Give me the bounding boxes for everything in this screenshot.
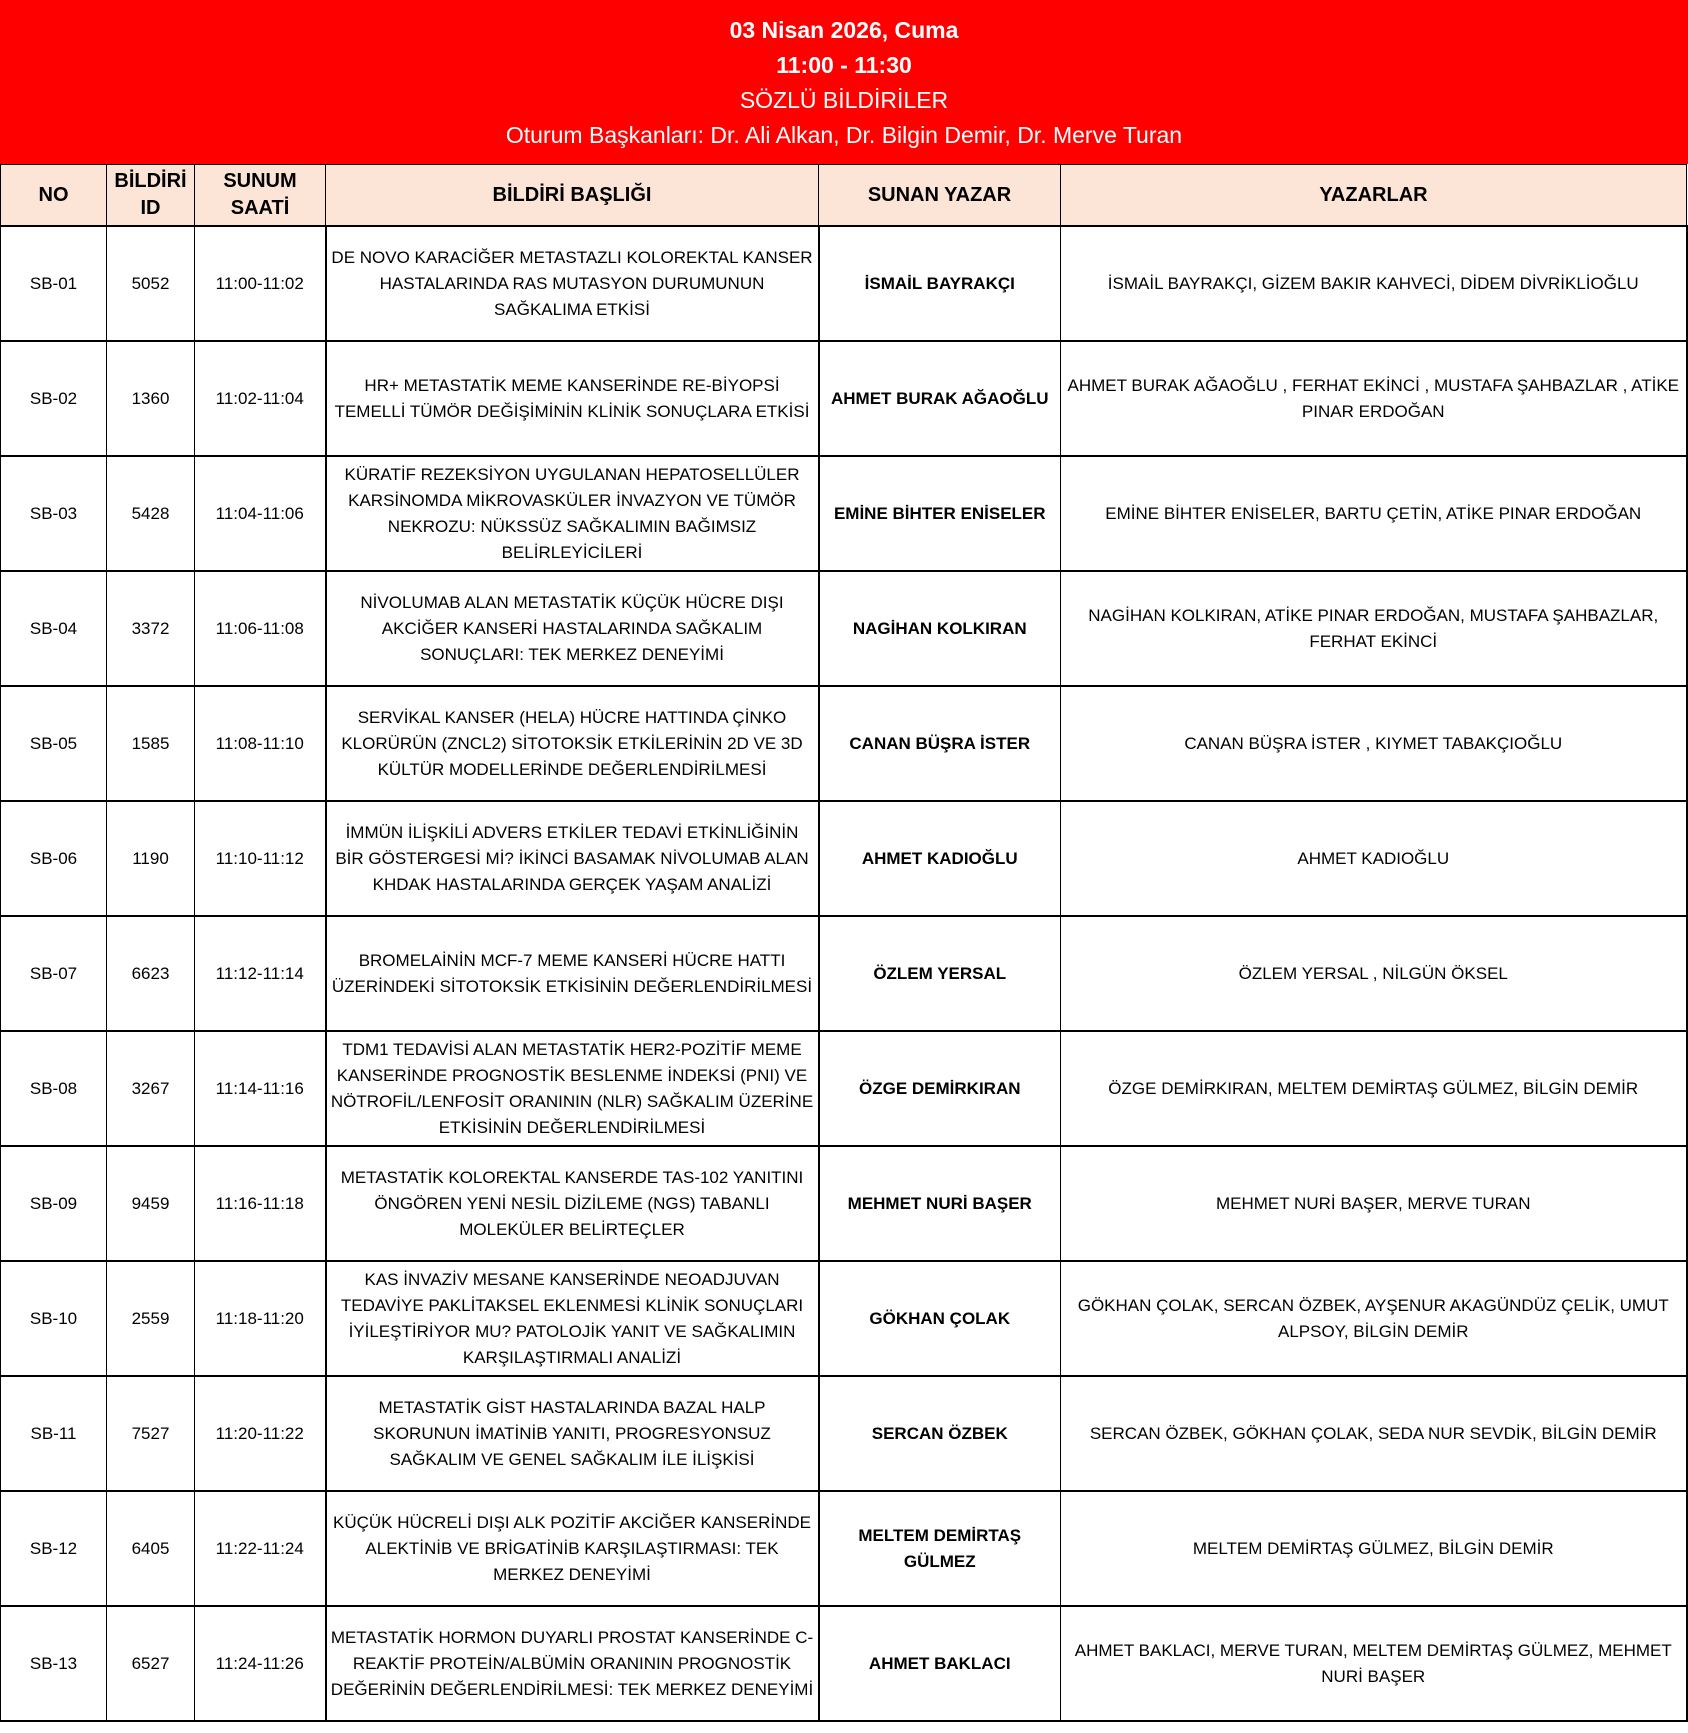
abstract-id: 2559 [107,1261,195,1376]
authors-list: MELTEM DEMİRTAŞ GÜLMEZ, BİLGİN DEMİR [1061,1491,1687,1606]
presenting-author: MELTEM DEMİRTAŞ GÜLMEZ [819,1491,1061,1606]
presentation-time: 11:16-11:18 [195,1146,326,1261]
column-header-no: NO [1,165,107,227]
abstract-id: 6527 [107,1606,195,1721]
authors-list: İSMAİL BAYRAKÇI, GİZEM BAKIR KAHVECİ, DİDEM DİVRİKLİOĞLU [1061,226,1687,341]
column-header-title: BİLDİRİ BAŞLIĞI [326,165,819,227]
abstract-title: HR+ METASTATİK MEME KANSERİNDE RE-BİYOPSİ TEMELLİ TÜMÖR DEĞİŞİMİNİN KLİNİK SONUÇLARA ETKİSİ [326,341,819,456]
authors-list: SERCAN ÖZBEK, GÖKHAN ÇOLAK, SEDA NUR SEVDİK, BİLGİN DEMİR [1061,1376,1687,1491]
session-banner [0,0,1688,164]
abstract-id: 5428 [107,456,195,571]
session-time: 11:00 - 11:30 [776,52,912,78]
authors-list: AHMET KADIOĞLU [1061,801,1687,916]
presenting-author: MEHMET NURİ BAŞER [819,1146,1061,1261]
presentation-time: 11:02-11:04 [195,341,326,456]
table-row [1,571,1687,686]
authors-list: EMİNE BİHTER ENİSELER, BARTU ÇETİN, ATİKE PINAR ERDOĞAN [1061,456,1687,571]
authors-list: AHMET BAKLACI, MERVE TURAN, MELTEM DEMİRTAŞ GÜLMEZ, MEHMET NURİ BAŞER [1061,1606,1687,1721]
abstract-no: SB-07 [1,916,107,1031]
abstract-id: 7527 [107,1376,195,1491]
presentation-time: 11:06-11:08 [195,571,326,686]
abstract-id: 1585 [107,686,195,801]
abstract-title: METASTATİK KOLOREKTAL KANSERDE TAS-102 YANITINI ÖNGÖREN YENİ NESİL DİZİLEME (NGS) TABANLI MOLEKÜLER BELİRTEÇLER [326,1146,819,1261]
abstract-no: SB-09 [1,1146,107,1261]
abstract-title: METASTATİK HORMON DUYARLI PROSTAT KANSERİNDE C-REAKTİF PROTEİN/ALBÜMİN ORANININ PROGNOSTİK DEĞERİNİN DEĞERLENDİRİLMESİ: TEK MERKEZ DENEYİMİ [326,1606,819,1721]
abstract-title: SERVİKAL KANSER (HELA) HÜCRE HATTINDA ÇİNKO KLORÜRÜN (ZNCL2) SİTOTOKSİK ETKİLERİNİN 2D VE 3D KÜLTÜR MODELLERİNDE DEĞERLENDİRİLMESİ [326,686,819,801]
authors-list: NAGİHAN KOLKIRAN, ATİKE PINAR ERDOĞAN, MUSTAFA ŞAHBAZLAR, FERHAT EKİNCİ [1061,571,1687,686]
abstract-title: BROMELAİNİN MCF-7 MEME KANSERİ HÜCRE HATTI ÜZERİNDEKİ SİTOTOKSİK ETKİSİNİN DEĞERLENDİRİLMESİ [326,916,819,1031]
abstract-id: 1360 [107,341,195,456]
table-header-row [1,165,1687,227]
column-header-id [107,165,195,227]
abstract-no: SB-03 [1,456,107,571]
abstract-title: METASTATİK GİST HASTALARINDA BAZAL HALP SKORUNUN İMATİNİB YANITI, PROGRESYONSUZ SAĞKALIM VE GENEL SAĞKALIM İLE İLİŞKİSİ [326,1376,819,1491]
table-row [1,1376,1687,1491]
abstract-no: SB-06 [1,801,107,916]
authors-list: CANAN BÜŞRA İSTER , KIYMET TABAKÇIOĞLU [1061,686,1687,801]
presenting-author: ÖZGE DEMİRKIRAN [819,1031,1061,1146]
presenting-author: AHMET BAKLACI [819,1606,1061,1721]
table-row [1,1146,1687,1261]
abstract-no: SB-10 [1,1261,107,1376]
presentation-time: 11:18-11:20 [195,1261,326,1376]
abstract-no: SB-08 [1,1031,107,1146]
abstract-no: SB-01 [1,226,107,341]
presenting-author: İSMAİL BAYRAKÇI [819,226,1061,341]
presenting-author: AHMET BURAK AĞAOĞLU [819,341,1061,456]
abstract-id: 6623 [107,916,195,1031]
table-row [1,801,1687,916]
presenting-author: GÖKHAN ÇOLAK [819,1261,1061,1376]
table-row [1,1261,1687,1376]
table-row [1,341,1687,456]
abstract-id: 1190 [107,801,195,916]
column-header-time [195,165,326,227]
column-header-id-line1: BİLDİRİ [114,170,187,192]
abstract-id: 3372 [107,571,195,686]
session-chairs: Oturum Başkanları: Dr. Ali Alkan, Dr. Bilgin Demir, Dr. Merve Turan [505,122,1183,148]
presentation-time: 11:24-11:26 [195,1606,326,1721]
authors-list: ÖZGE DEMİRKIRAN, MELTEM DEMİRTAŞ GÜLMEZ, BİLGİN DEMİR [1061,1031,1687,1146]
abstract-title: NİVOLUMAB ALAN METASTATİK KÜÇÜK HÜCRE DIŞI AKCİĞER KANSERİ HASTALARINDA SAĞKALIM SONUÇLARI: TEK MERKEZ DENEYİMİ [326,571,819,686]
abstract-id: 9459 [107,1146,195,1261]
table-row [1,1491,1687,1606]
abstract-id: 5052 [107,226,195,341]
presenting-author: NAGİHAN KOLKIRAN [819,571,1061,686]
presentation-time: 11:20-11:22 [195,1376,326,1491]
presenting-author: ÖZLEM YERSAL [819,916,1061,1031]
abstract-title: İMMÜN İLİŞKİLİ ADVERS ETKİLER TEDAVİ ETKİNLİĞİNİN BİR GÖSTERGESİ Mİ? İKİNCİ BASAMAK NİVOLUMAB ALAN KHDAK HASTALARINDA GERÇEK YAŞAM ANALİZİ [326,801,819,916]
abstract-id: 3267 [107,1031,195,1146]
table-row [1,456,1687,571]
presentation-time: 11:22-11:24 [195,1491,326,1606]
presentation-time: 11:14-11:16 [195,1031,326,1146]
abstract-title: DE NOVO KARACİĞER METASTAZLI KOLOREKTAL KANSER HASTALARINDA RAS MUTASYON DURUMUNUN SAĞKALIMA ETKİSİ [326,226,819,341]
abstract-no: SB-05 [1,686,107,801]
presentation-time: 11:00-11:02 [195,226,326,341]
column-header-presenter: SUNAN YAZAR [819,165,1061,227]
abstract-title: KAS İNVAZİV MESANE KANSERİNDE NEOADJUVAN TEDAVİYE PAKLİTAKSEL EKLENMESİ KLİNİK SONUÇLARI İYİLEŞTİRİYOR MU? PATOLOJİK YANIT VE SAĞKALIMIN KARŞILAŞTIRMALI ANALİZİ [326,1261,819,1376]
abstract-no: SB-02 [1,341,107,456]
table-row [1,916,1687,1031]
presentation-time: 11:04-11:06 [195,456,326,571]
authors-list: AHMET BURAK AĞAOĞLU , FERHAT EKİNCİ , MUSTAFA ŞAHBAZLAR , ATİKE PINAR ERDOĞAN [1061,341,1687,456]
presenting-author: SERCAN ÖZBEK [819,1376,1061,1491]
abstract-no: SB-11 [1,1376,107,1491]
authors-list: GÖKHAN ÇOLAK, SERCAN ÖZBEK, AYŞENUR AKAGÜNDÜZ ÇELİK, UMUT ALPSOY, BİLGİN DEMİR [1061,1261,1687,1376]
abstract-no: SB-13 [1,1606,107,1721]
column-header-time-line2: SAATİ [230,197,290,219]
abstract-no: SB-04 [1,571,107,686]
presenting-author: AHMET KADIOĞLU [819,801,1061,916]
abstract-title: KÜRATİF REZEKSİYON UYGULANAN HEPATOSELLÜLER KARSİNOMDA MİKROVASKÜLER İNVAZYON VE TÜMÖR NEKROZU: NÜKSSÜZ SAĞKALIMIN BAĞIMSIZ BELİRLEYİCİLERİ [326,456,819,571]
column-header-time-line1: SUNUM [223,170,297,192]
table-row [1,226,1687,341]
session-type: SÖZLÜ BİLDİRİLER [739,87,949,113]
table-row [1,686,1687,801]
session-date: 03 Nisan 2026, Cuma [729,17,959,43]
column-header-authors: YAZARLAR [1061,165,1687,227]
presenting-author: CANAN BÜŞRA İSTER [819,686,1061,801]
presentation-time: 11:12-11:14 [195,916,326,1031]
authors-list: MEHMET NURİ BAŞER, MERVE TURAN [1061,1146,1687,1261]
table-row [1,1031,1687,1146]
schedule-table [0,164,1688,1722]
table-row [1,1606,1687,1721]
abstract-no: SB-12 [1,1491,107,1606]
column-header-id-line2: ID [140,197,161,219]
abstract-title: TDM1 TEDAVİSİ ALAN METASTATİK HER2-POZİTİF MEME KANSERİNDE PROGNOSTİK BESLENME İNDEKSİ (PNI) VE NÖTROFİL/LENFOSİT ORANININ (NLR) SAĞKALIM ÜZERİNE ETKİSİNİN DEĞERLENDİRİLMESİ [326,1031,819,1146]
authors-list: ÖZLEM YERSAL , NİLGÜN ÖKSEL [1061,916,1687,1031]
abstract-id: 6405 [107,1491,195,1606]
presenting-author: EMİNE BİHTER ENİSELER [819,456,1061,571]
presentation-time: 11:08-11:10 [195,686,326,801]
abstract-title: KÜÇÜK HÜCRELİ DIŞI ALK POZİTİF AKCİĞER KANSERİNDE ALEKTİNİB VE BRİGATİNİB KARŞILAŞTIRMASI: TEK MERKEZ DENEYİMİ [326,1491,819,1606]
presentation-time: 11:10-11:12 [195,801,326,916]
